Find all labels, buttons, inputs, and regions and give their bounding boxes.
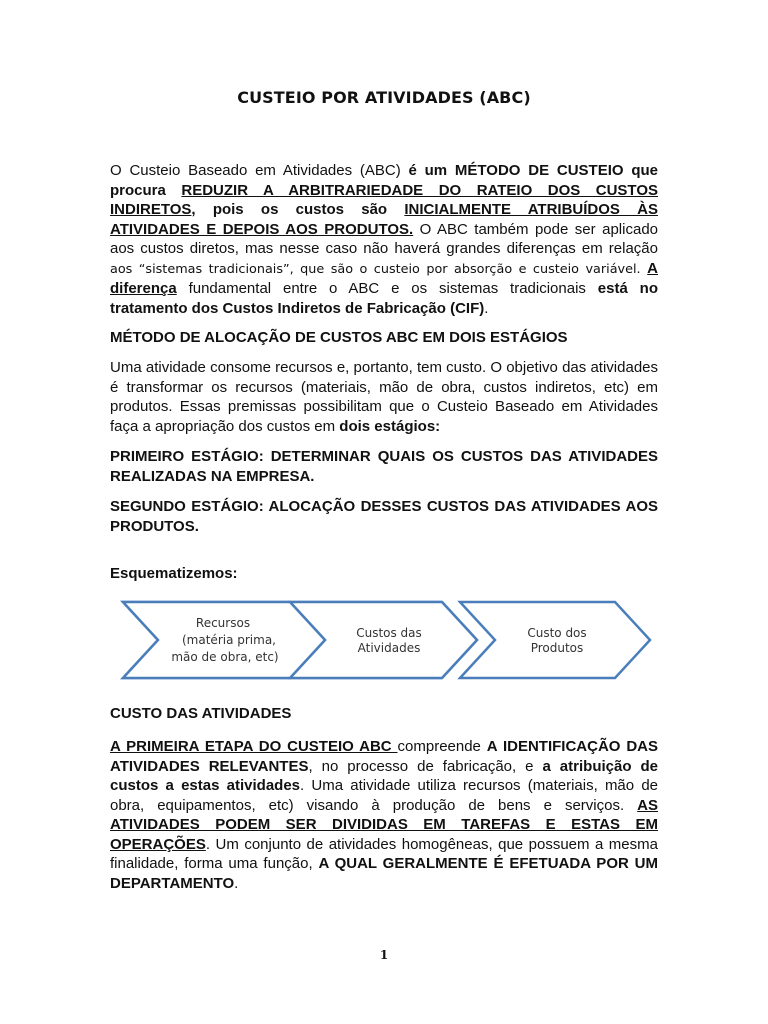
intro-underlined-bold: A diferença: [110, 259, 659, 297]
diagram-step-products-arrow: [460, 602, 650, 678]
method-bold: dois estágios:: [339, 417, 441, 435]
intro-text: fundamental entre o ABC e os sistemas tradicionais: [176, 280, 598, 297]
process-diagram: [120, 600, 660, 680]
activities-text: . Uma atividade utiliza recursos (materiais, mão de obra, equipamentos, etc) visando à produção de bens e serviços.: [110, 777, 658, 814]
intro-bold: , pois os custos são: [191, 201, 405, 218]
diagram-step1-label: mão de obra, etc): [171, 650, 279, 664]
activities-text: , no processo de fabricação, e: [308, 757, 543, 775]
page-number: 1: [379, 948, 389, 962]
intro-text: O ABC também pode ser aplicado aos custos diretos, mas nesse caso não haverá grandes diferenças em relação: [110, 220, 658, 257]
page-title: CUSTEIO POR ATIVIDADES (ABC): [237, 88, 531, 107]
diagram-step3-label: Custo dos: [527, 626, 587, 640]
activities-underlined-bold: A PRIMEIRA ETAPA DO CUSTEIO ABC: [110, 738, 398, 755]
activities-text: .: [234, 874, 239, 892]
diagram-step2-label: Custos das: [356, 626, 422, 640]
activities-paragraph: [110, 737, 658, 893]
method-paragraph: [110, 358, 658, 436]
activities-bold: a atribuição de custos a estas atividades: [110, 757, 658, 794]
diagram-step3-label: Produtos: [530, 641, 584, 655]
intro-paragraph: [110, 161, 658, 318]
diagram-step1-label: Recursos: [195, 616, 251, 630]
activities-bold: A QUAL GERALMENTE É EFETUADA POR UM DEPARTAMENTO: [110, 855, 658, 892]
activities-text: . Um conjunto de atividades homogêneas, que possuem a mesma finalidade, forma uma função,: [110, 835, 658, 872]
schema-label: Esquematizemos:: [110, 565, 238, 582]
intro-text-alt-font: aos “sistemas tradicionais”, que são o custeio por absorção e custeio variável.: [110, 261, 641, 277]
intro-underlined-bold: INICIALMENTE ATRIBUÍDOS ÀS ATIVIDADES E DEPOIS AOS PRODUTOS.: [110, 201, 658, 238]
activities-bold: A IDENTIFICAÇÃO DAS ATIVIDADES RELEVANTES: [110, 738, 658, 775]
intro-text: .: [484, 299, 489, 317]
diagram-step2-label: Atividades: [357, 641, 421, 655]
intro-text: O Custeio Baseado em Atividades (ABC): [110, 162, 409, 179]
intro-bold: está no tratamento dos Custos Indiretos de Fabricação (CIF): [110, 280, 658, 317]
intro-underlined-bold: REDUZIR A ARBITRARIEDADE DO RATEIO DOS CUSTOS INDIRETOS: [110, 181, 658, 218]
heading-method: MÉTODO DE ALOCAÇÃO DE CUSTOS ABC EM DOIS ESTÁGIOS: [110, 329, 568, 346]
diagram-step1-label: (matéria prima,: [182, 633, 276, 647]
activities-text: compreende: [397, 738, 487, 755]
intro-bold: é um MÉTODO DE CUSTEIO que procura: [110, 162, 658, 199]
heading-activities: CUSTO DAS ATIVIDADES: [110, 705, 292, 722]
stage2-heading: SEGUNDO ESTÁGIO: ALOCAÇÃO DESSES CUSTOS DAS ATIVIDADES AOS PRODUTOS.: [110, 498, 658, 535]
activities-underlined-bold: AS ATIVIDADES PODEM SER DIVIDIDAS EM TAREFAS E ESTAS EM OPERAÇÕES: [110, 796, 658, 853]
method-text: Uma atividade consome recursos e, portanto, tem custo. O objetivo das atividades é transformar os recursos (materiais, mão de obra, custos indiretos, etc) em produtos. Essas premissas possibilitam que o Custeio Baseado em Atividades faça a apropriação dos custos em: [110, 359, 658, 435]
stage1-heading: PRIMEIRO ESTÁGIO: DETERMINAR QUAIS OS CUSTOS DAS ATIVIDADES REALIZADAS NA EMPRESA.: [110, 448, 658, 485]
